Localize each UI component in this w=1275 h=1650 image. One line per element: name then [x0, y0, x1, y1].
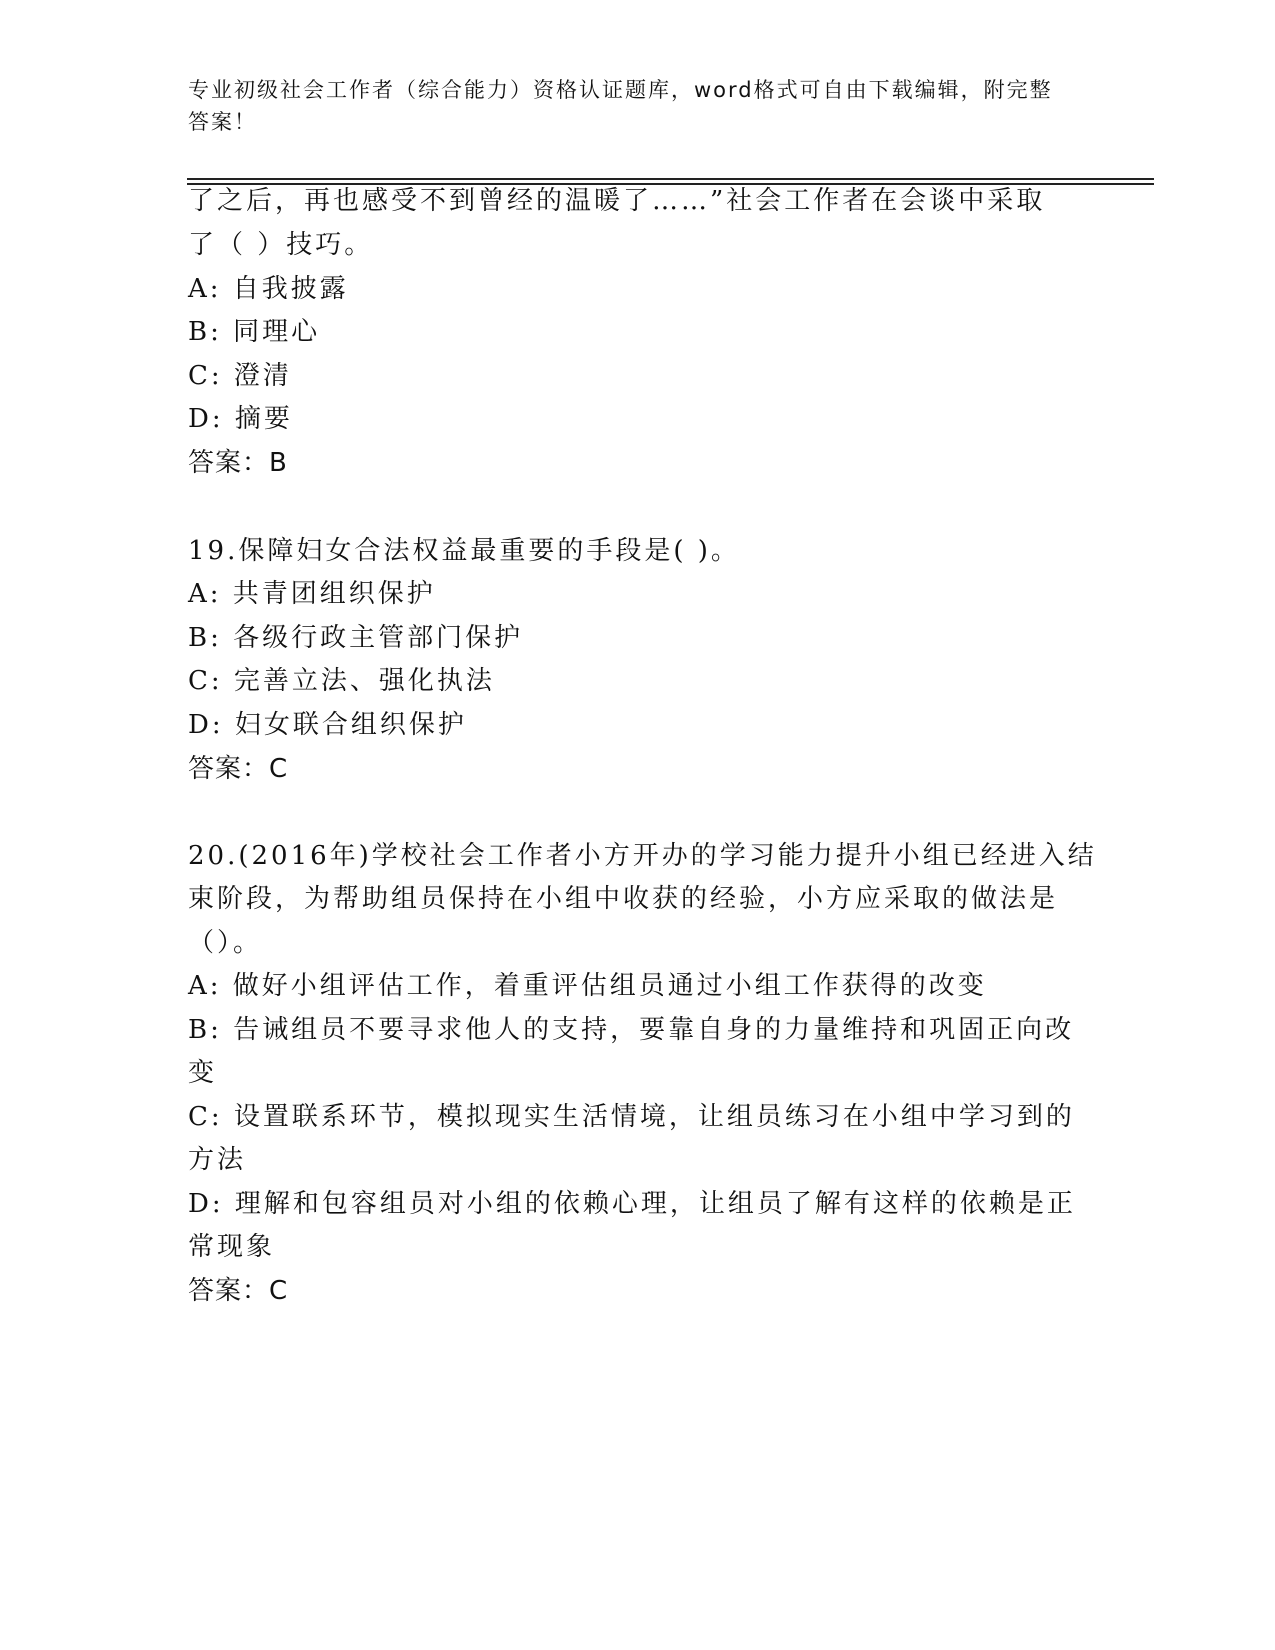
header-divider-top	[187, 178, 1154, 180]
answer-label: 答案：C	[188, 1276, 289, 1306]
question-stem-line: 了之后，再也感受不到曾经的温暖了……”社会工作者在会谈中采取	[188, 186, 1046, 216]
option-b: B: 同理心	[188, 317, 321, 347]
question-20-stem: 束阶段，为帮助组员保持在小组中收获的经验，小方应采取的做法是	[188, 884, 1059, 914]
option-a: A: 共青团组织保护	[188, 579, 436, 609]
question-20-stem: 20.(2016年)学校社会工作者小方开办的学习能力提升小组已经进入结	[188, 841, 1097, 871]
option-c: C: 完善立法、强化执法	[188, 666, 495, 696]
option-c: C: 设置联系环节，模拟现实生活情境，让组员练习在小组中学习到的	[188, 1102, 1075, 1132]
question-stem-line: 了（ ）技巧。	[188, 230, 374, 260]
option-a: A: 自我披露	[188, 274, 349, 304]
answer-label: 答案：B	[188, 448, 288, 478]
option-b: B: 各级行政主管部门保护	[188, 623, 524, 653]
option-d: D: 妇女联合组织保护	[188, 710, 467, 740]
option-b-cont: 变	[188, 1058, 218, 1088]
option-c-cont: 方法	[188, 1145, 247, 1175]
answer-label: 答案：C	[188, 754, 289, 784]
document-header: 专业初级社会工作者（综合能力）资格认证题库，word格式可自由下载编辑，附完整答案！	[188, 78, 1053, 134]
option-d: D: 理解和包容组员对小组的依赖心理，让组员了解有这样的依赖是正	[188, 1189, 1076, 1219]
question-19-stem: 19.保障妇女合法权益最重要的手段是( )。	[188, 536, 740, 566]
option-a: A: 做好小组评估工作，着重评估组员通过小组工作获得的改变	[188, 971, 987, 1001]
option-d: D: 摘要	[188, 404, 293, 434]
option-b: B: 告诫组员不要寻求他人的支持，要靠自身的力量维持和巩固正向改	[188, 1015, 1075, 1045]
option-d-cont: 常现象	[188, 1232, 276, 1262]
question-20-stem: （）。	[188, 928, 263, 958]
option-c: C: 澄清	[188, 361, 292, 391]
